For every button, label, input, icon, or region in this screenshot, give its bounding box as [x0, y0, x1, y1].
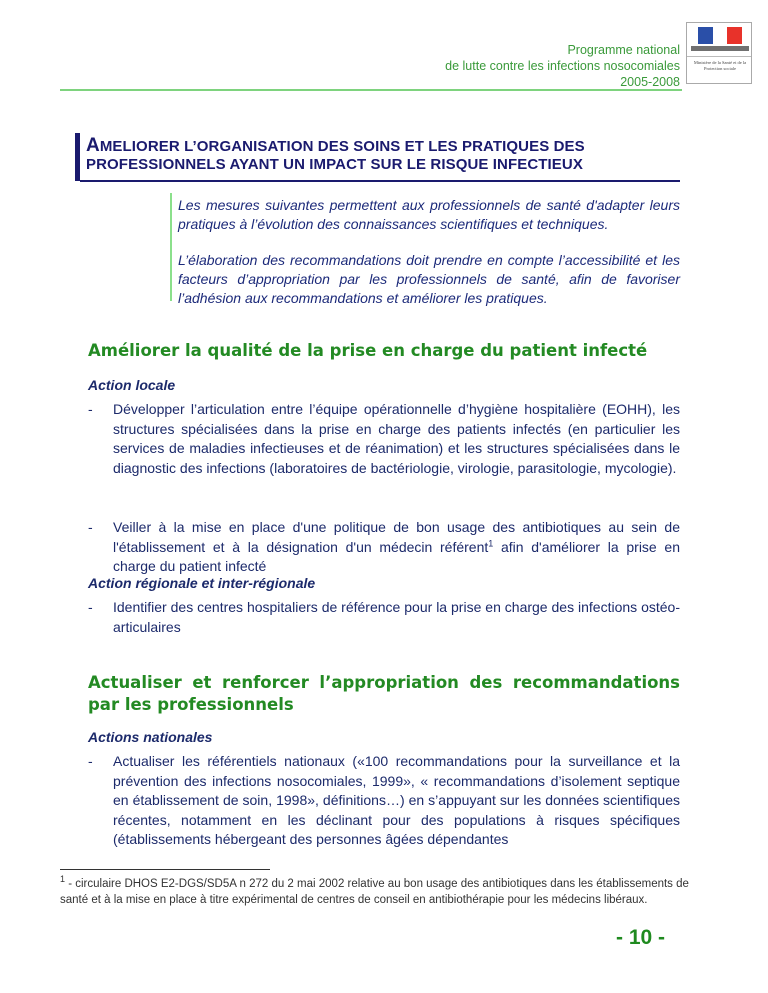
footnote: [60, 876, 690, 908]
footnote-ref[interactable]: 1: [488, 537, 494, 548]
bullet-dash: -: [88, 519, 93, 535]
page-title: [86, 137, 585, 174]
list-item-text: Actualiser les référentiels nationaux («100 recommandations pour la surveillance et la prévention des infections nosocomiales, 1999», « recommandations d’isolement septique en établissement de soin, 1998», définitions…) en s’appuyant sur les données scientifiques récentes, notamment en les déclinant pour des populations à risques spécifiques (établissements hébergeant des personnes âgées dépendantes: [113, 753, 680, 847]
header-line: 2005-2008: [620, 75, 680, 89]
ministry-label: Ministère de la Santé et de la Protection sociale: [693, 60, 747, 71]
running-header: [445, 42, 680, 90]
list-item-text-part: Veiller à la mise en place d'une politique de bon usage des antibiotiques au sein de l'établissement et à la désignation d'un médecin référent: [113, 519, 680, 555]
list-item: [88, 598, 680, 637]
list-item: [88, 400, 680, 478]
flag-icon: [698, 27, 742, 44]
list-item-text: [113, 518, 680, 577]
section-heading: Actualiser et renforcer l’appropriation des recommandations par les professionnels: [88, 673, 680, 714]
list-item-text: Identifier des centres hospitaliers de référence pour la prise en charge des infections ostéo-articulaires: [113, 599, 680, 635]
footnote-text: - circulaire DHOS E2-DGS/SD5A n 272 du 2 mai 2002 relative au bon usage des antibiotiques dans les établissements de santé et à la mise en place à titre expérimental de centres de conseil en antibiothérapie pour les médecins libéraux.: [60, 878, 689, 906]
title-underline: [80, 180, 680, 182]
footnote-separator: [60, 869, 270, 870]
intro-accent-line: [170, 193, 172, 301]
list-item-text: Développer l’articulation entre l’équipe opérationnelle d’hygiène hospitalière (EOHH), les structures spécialisées dans la prise en charge des patients infectés (en particulier les services de maladies infectieuses et de réanimation) et les structures spécialisées dans le diagnostic des infections (laboratoires de bactériologie, virologie, parasitologie, mycologie).: [113, 401, 680, 476]
intro-paragraph: Les mesures suivantes permettent aux professionnels de santé d'adapter leurs pratiques à l’évolution des connaissances scientifiques et techniques.: [178, 197, 680, 232]
bullet-dash: -: [88, 599, 93, 615]
title-line-2: PROFESSIONNELS AYANT UN IMPACT SUR LE RISQUE INFECTIEUX: [86, 156, 583, 173]
footnote-mark: 1: [60, 874, 66, 885]
list-item: [88, 752, 680, 850]
subsection-heading: Action locale: [88, 377, 176, 393]
header-divider: [60, 89, 682, 91]
list-item: [88, 518, 680, 577]
intro-text: [178, 196, 680, 325]
intro-paragraph: L’élaboration des recommandations doit prendre en compte l’accessibilité et les facteurs d’appropriation par les professionnels de santé, afin de favoriser l’adhésion aux recommandations et améliorer les pratiques.: [178, 252, 680, 306]
subsection-heading: Action régionale et inter-régionale: [88, 575, 316, 591]
header-line: de lutte contre les infections nosocomiales: [445, 59, 680, 73]
header-line: Programme national: [567, 43, 680, 57]
logo-motto-mark: [691, 46, 749, 51]
logo-divider: [687, 56, 751, 57]
section-heading: Améliorer la qualité de la prise en charge du patient infecté: [88, 341, 648, 360]
list-item-text-part: afin d'améliorer la prise en charge du patient infecté: [113, 538, 680, 574]
bullet-dash: -: [88, 401, 93, 417]
title-line-1: MELIORER L’ORGANISATION DES SOINS ET LES PRATIQUES DES: [99, 138, 585, 155]
bullet-dash: -: [88, 753, 93, 769]
subsection-heading: Actions nationales: [88, 729, 213, 745]
title-accent-bar: [75, 133, 80, 181]
title-initial: A: [86, 135, 100, 156]
republique-francaise-logo: [686, 22, 752, 84]
page-number: - 10 -: [616, 926, 666, 949]
